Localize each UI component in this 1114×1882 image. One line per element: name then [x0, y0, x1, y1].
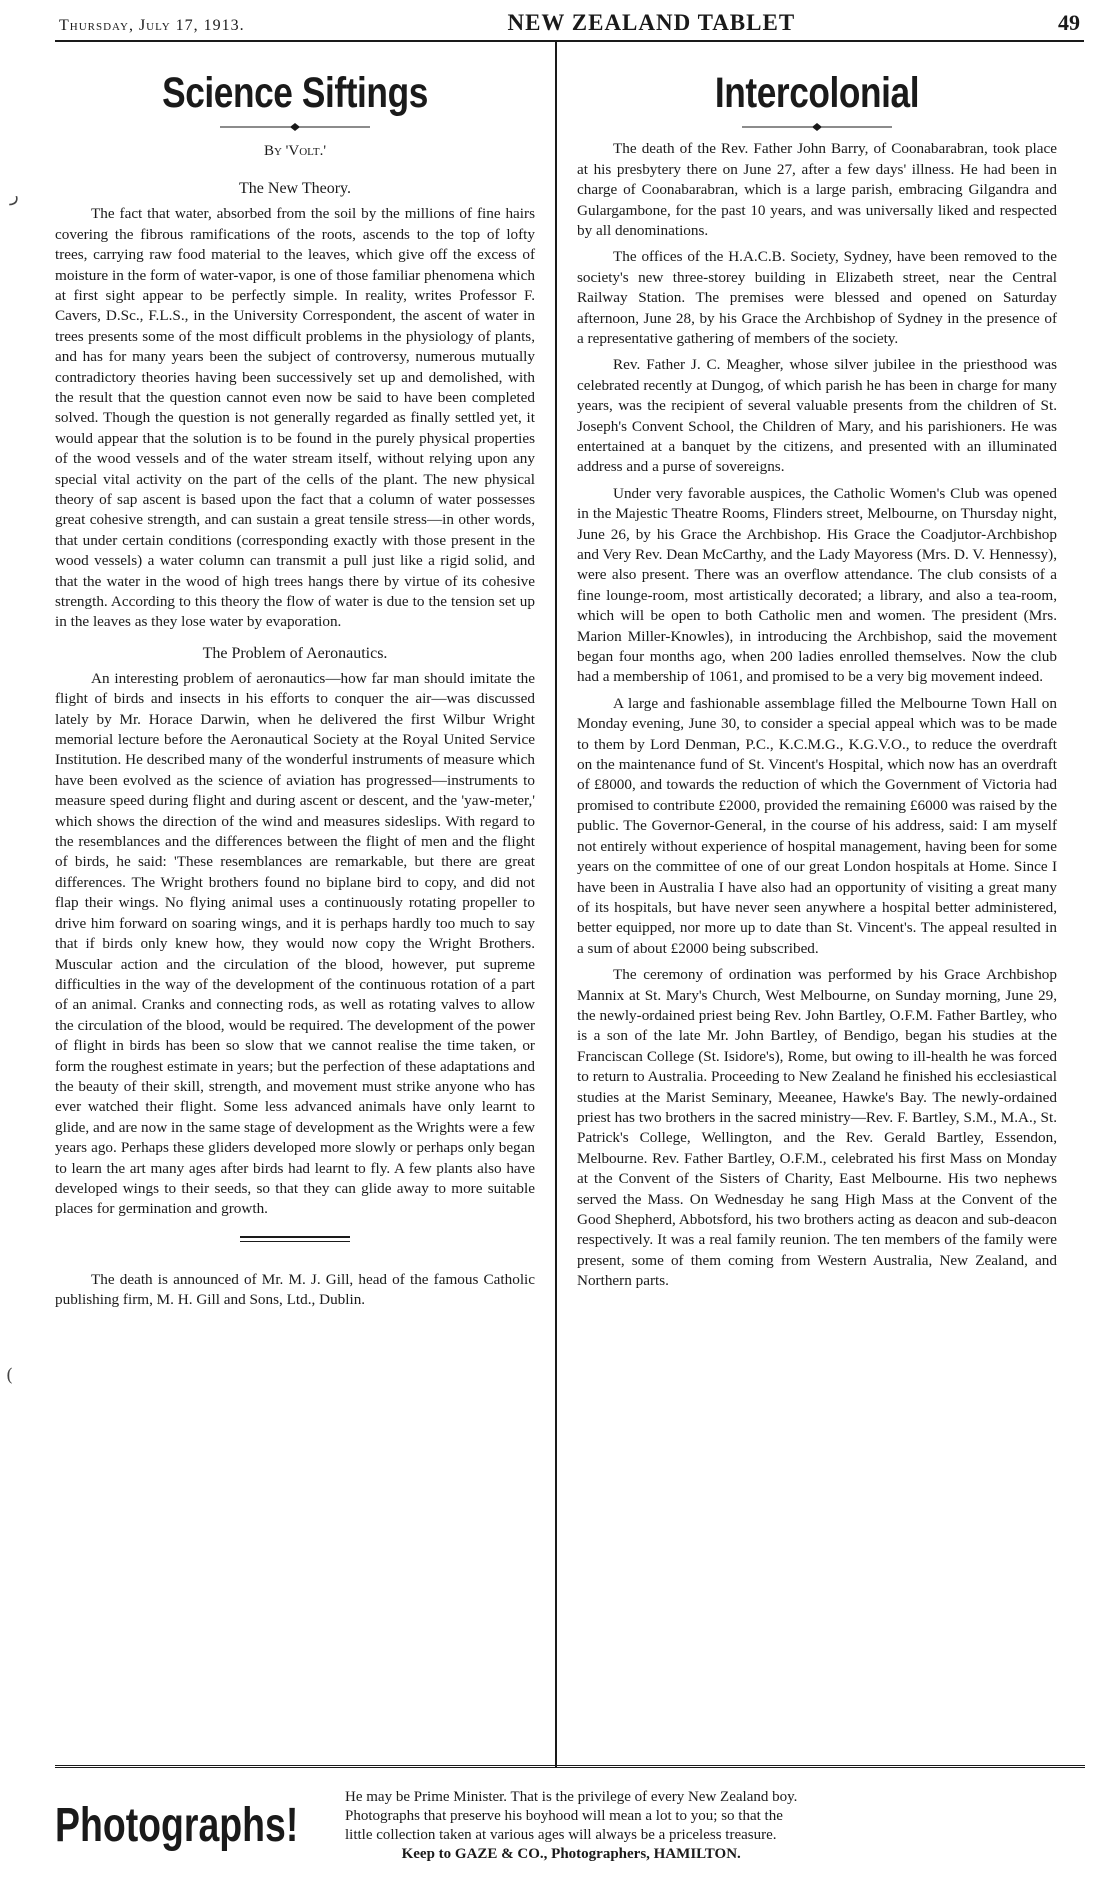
- margin-mark: (: [6, 1365, 14, 1386]
- meagher-jubilee-paragraph: Rev. Father J. C. Meagher, whose silver jubilee in the priesthood was celebrated recently at Dungog, of which parish he has been in charge for many years, was the recipient of several valuable presents from the children of St. Joseph's Convent School, the Children of Mary, and his parishioners. He was entertained at a banquet by the citizens, and presented with an illuminated address and a purse of sovereigns.: [577, 356, 1057, 476]
- aeronautics-paragraph: An interesting problem of aeronautics—how far man should imitate the flight of birds and insects in his efforts to conquer the air—was discussed lately by Mr. Horace Darwin, when he delivered the first Wilbur Wright memorial lecture before the Aeronautical Society at the Royal United Service Institution. He described many of the wonderful instruments of measure which have been evolved as the science of aviation has progressed—instruments to measure speed during flight and during ascent or descent, and the 'yaw-meter,' which shows the direction of the wind and measures sideslips. With regard to the resemblances and the differences between the flight of men and the flight of birds, he said: 'These resemblances are remarkable, but there are great differences. The Wright brothers found no biplane bird to copy, and did not flap their wings. No flying animal uses a continuously rotating propeller to drive him forward on soaring wings, and it is perhaps hardly too much to say that if birds only knew how, they would now copy the Wright Brothers. Muscular action and the circulation of the blood, however, put supreme difficulties in the way of the development of the continuous rotation of a part of an animal. Cranks and connecting rods, as well as rotating valves to allow the circulation of the blood, would be required. The development of the power of flight in birds has been so slow that we cannot realise the time taken, or form the roughest estimate in years; but the perfection of these adaptations and the beauty of their skill, strength, and movement must strike anyone who has ever watched their flight. Some less advanced animals have only learnt to glide, and are now in the same stage of development as the Wrights were a few years ago. Perhaps these gliders developed more slowly or perhaps only began to learn the art many ages after birds had learnt to fly. A few plants also have developed wings to their seeds, so that they can glide away to more suitable places for germination and growth.: [55, 669, 535, 1218]
- masthead: [55, 10, 1084, 42]
- st-vincents-appeal-paragraph: A large and fashionable assemblage filled the Melbourne Town Hall on Monday evening, June 30, to consider a special appeal which was to be made to them by Lord Denman, P.C., K.C.M.G., K.G.V.O., to reduce the overdraft on the maintenance fund of St. Vincent's Hospital, which now has an overdraft of £8000, and towards the reduction of which the Government of Victoria had promised to contribute £2000, provided the remaining £6000 was raised by the public. The Governor-General, in the course of his address, said: I am myself not entirely without experience of hospital management, having been for some years on the committee of one of our great London hospitals at Home. Since I have been in Australia I have also had an opportunity of visiting a great many of its hospitals, but have never seen anywhere a hospital better administered, better equipped, nor more up to date than St. Vincent's. The appeal resulted in a sum of about £2000 being subscribed.: [577, 694, 1057, 957]
- page-number: 49: [1058, 10, 1080, 35]
- byline-prefix: By: [263, 143, 282, 160]
- intercolonial-title: Intercolonial: [714, 69, 920, 117]
- science-siftings-title: Science Siftings: [162, 69, 428, 117]
- end-rule: [240, 1236, 350, 1242]
- paper-name: NEW ZEALAND TABLET: [507, 10, 796, 35]
- photographs-advertisement: [55, 1765, 1085, 1875]
- issue-date: Thursday, July 17, 1913.: [59, 17, 245, 34]
- column-divider: [555, 42, 557, 1767]
- bartley-ordination-paragraph: The ceremony of ordination was performed by his Grace Archbishop Mannix at St. Mary's Church, West Melbourne, on Sunday morning, June 29, the newly-ordained priest being Rev. John Bartley, O.F.M. Father Bartley, who is a son of the late Mr. John Bartley, of Bendigo, began his studies at the Franciscan College (St. Isidore's), Rome, but owing to ill-health he was forced to return to Australia. Proceeding to New Zealand he finished his ecclesiastical studies at the Marist Seminary, Meeanee, Hawke's Bay. The newly-ordained priest has two brothers in the sacred ministry—Rev. F. Bartley, S.M., M.A., St. Patrick's College, Wellington, and the Rev. Gerald Bartley, Essendon, Melbourne. Rev. Father Bartley, O.F.M., celebrated his first Mass on Monday at the Convent of the Sisters of Charity, East Melbourne. His two nephews served the Mass. On Wednesday he sang High Mass at the Convent of the Good Shepherd, Abbotsford, his two brothers acting as deacon and sub-deacon respectively. It was a real family reunion. The ten members of the family were present, some of them coming from Western Australia, New Zealand, and Northern parts.: [577, 966, 1057, 1290]
- section-heading-new-theory: The New Theory.: [239, 180, 351, 198]
- ad-line-4: Keep to GAZE & CO., Photographers, HAMILTON.: [401, 1845, 741, 1862]
- hacb-offices-paragraph: The offices of the H.A.C.B. Society, Sydney, have been removed to the society's new three-storey building in Elizabeth street, near the Central Railway Station. The premises were blessed and opened on Saturday afternoon, June 28, by his Grace the Archbishop of Sydney in the presence of a representative gathering of members of the society.: [577, 248, 1057, 347]
- columns: [55, 62, 1084, 1767]
- ad-line-1: He may be Prime Minister. That is the privilege of every New Zealand boy.: [345, 1788, 798, 1805]
- gill-death-notice: The death is announced of Mr. M. J. Gill, head of the famous Catholic publishing firm, M. H. Gill and Sons, Ltd., Dublin.: [55, 1270, 535, 1309]
- ad-line-2: Photographs that preserve his boyhood will mean a lot to you; so that the: [345, 1807, 783, 1824]
- ad-line-3: little collection taken at various ages will always be a priceless treasure.: [345, 1826, 777, 1843]
- barry-death-paragraph: The death of the Rev. Father John Barry, of Coonabarabran, took place at his presbytery there on June 27, after a few days' illness. He had been in charge of Coonabarabran, which is a large parish, embracing Gilgandra and Gulargambone, for the past 10 years, and was universally liked and respected by all denominations.: [577, 140, 1057, 239]
- title-ornament: [742, 123, 892, 131]
- section-heading-aeronautics: The Problem of Aeronautics.: [202, 644, 388, 662]
- ad-body: [345, 1788, 797, 1864]
- byline: [55, 143, 535, 160]
- margin-mark: ر: [10, 185, 19, 206]
- left-column: [55, 62, 547, 1767]
- new-theory-paragraph: The fact that water, absorbed from the soil by the millions of fine hairs covering the fibrous ramifications of the roots, ascends to the top of lofty trees, carrying raw food material to the leaves, which give off the excess of moisture in the form of water-vapor, is one of those familiar phenomena which at first sight appear to be perfectly simple. In reality, writes Professor F. Cavers, D.Sc., F.L.S., in the University Correspondent, the ascent of water in trees presents some of the most difficult problems in the physiology of plants, and has for many years been the subject of controversy, numerous mutually contradictory theories having been successively set up and demolished, with the result that the question cannot even now be said to have been completed solved. Though the question is not generally regarded as finally settled yet, it would appear that the solution is to be found in the purely physical properties of the wood vessels and of the water stream itself, without relying upon any special vital activity on the part of the cells of the plant. The new physical theory of sap ascent is based upon the fact that a column of water possesses great cohesive strength, and can sustain a great tensile stress—in other words, that under certain conditions (corresponding exactly with those present in the wood vessels) a water column can transmit a pull just like a rigid solid, and that the water in the wood of high trees hangs there by virtue of its cohesive strength. According to this theory the flow of water is due to the tension set up in the leaves as they lose water by evaporation.: [55, 205, 535, 631]
- right-column: [565, 62, 1057, 1767]
- womens-club-paragraph: Under very favorable auspices, the Catholic Women's Club was opened in the Majestic Theatre Rooms, Flinders street, Melbourne, on Thursday night, June 26, by his Grace the Archbishop. His Grace the Coadjutor-Archbishop and Very Rev. Dean McCarthy, and the Lady Mayoress (Mrs. D. V. Hennessy), were also present. There was an overflow attendance. The club consists of a fine lounge-room, most artistically decorated; a library, and also a tea-room, which will be open to both Catholic men and women. The president (Mrs. Marion Miller-Knowles), in introducing the Archbishop, said the movement began four months ago, when 200 ladies enrolled themselves. Now the club had a membership of 1061, and promised to be a very big movement indeed.: [577, 484, 1057, 686]
- title-ornament: [220, 123, 370, 131]
- ad-headline: Photographs!: [55, 1799, 299, 1852]
- byline-name: 'Volt.': [285, 143, 327, 160]
